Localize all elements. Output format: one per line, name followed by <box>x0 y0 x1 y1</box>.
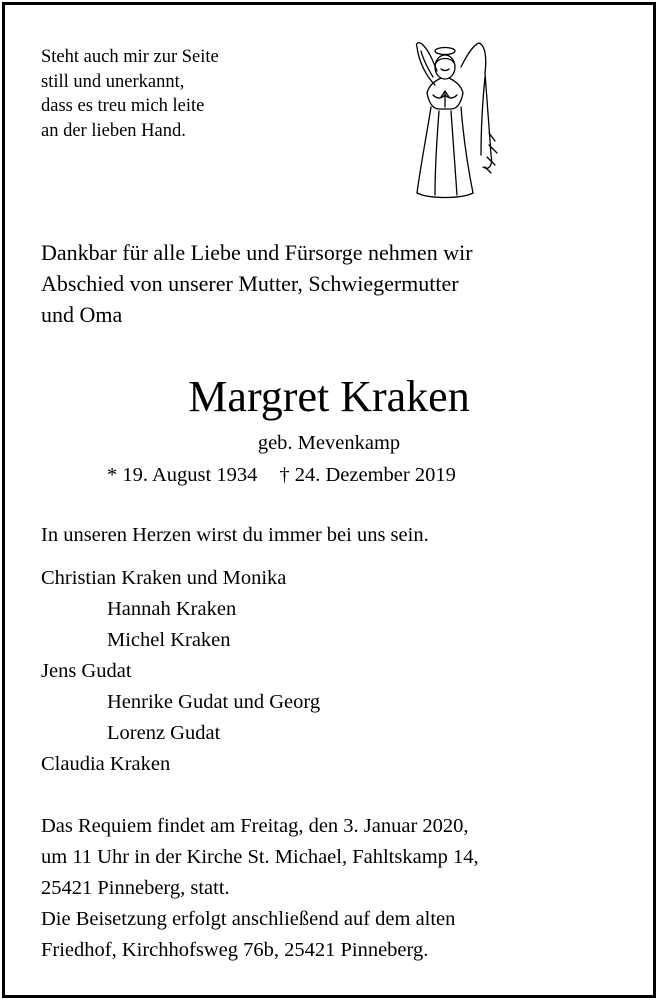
family-member: Henrike Gudat und Georg <box>107 691 321 713</box>
intro-line: und Oma <box>41 302 123 327</box>
poem-line: Steht auch mir zur Seite <box>41 47 219 67</box>
motto: In unseren Herzen wirst du immer bei uns sein. <box>41 524 429 546</box>
deceased-name: Margret Kraken <box>188 372 470 421</box>
service-line: Friedhof, Kirchhofsweg 76b, 25421 Pinneberg. <box>41 939 429 961</box>
poem-line: an der lieben Hand. <box>41 120 186 141</box>
service-line: Die Beisetzung erfolgt anschließend auf dem alten <box>41 908 456 930</box>
family-member: Claudia Kraken <box>41 753 171 775</box>
service-line: um 11 Uhr in der Kirche St. Michael, Fahltskamp 14, <box>41 846 479 868</box>
service-line: 25421 Pinneberg, statt. <box>41 877 230 899</box>
poem-line: still und unerkannt, <box>41 71 185 92</box>
intro-line: Abschied von unserer Mutter, Schwiegermutter <box>41 271 459 296</box>
birth-date: * 19. August 1934 <box>107 464 258 486</box>
poem <box>41 45 219 143</box>
family-member: Hannah Kraken <box>107 598 237 620</box>
family-member: Lorenz Gudat <box>107 722 221 744</box>
service-line: Das Requiem findet am Freitag, den 3. Januar 2020, <box>41 815 469 837</box>
family-member: Christian Kraken und Monika <box>41 567 287 589</box>
family-list <box>41 563 320 780</box>
death-date: † 24. Dezember 2019 <box>279 464 456 486</box>
service-info <box>41 811 479 966</box>
intro-line: Dankbar für alle Liebe und Fürsorge nehmen wir <box>41 240 473 265</box>
family-member: Jens Gudat <box>41 660 132 682</box>
maiden-name: geb. Mevenkamp <box>257 432 401 454</box>
angel-icon <box>405 37 505 209</box>
life-dates <box>107 461 456 489</box>
intro-text <box>41 237 473 330</box>
family-member: Michel Kraken <box>107 629 231 651</box>
poem-line: dass es treu mich leite <box>41 96 205 116</box>
obituary-notice <box>2 2 656 998</box>
